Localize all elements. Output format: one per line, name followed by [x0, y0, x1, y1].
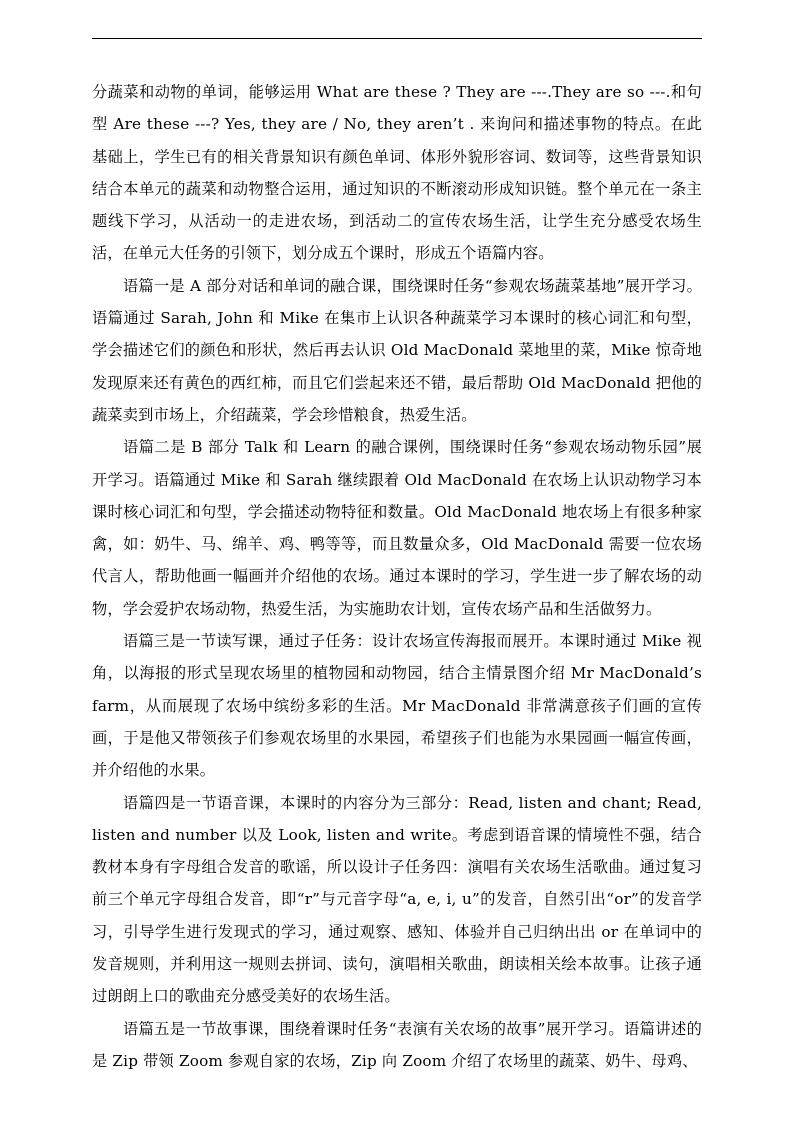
document-body [92, 76, 702, 1077]
paragraph-text-three: 语篇三是一节读写课，通过子任务：设计农场宣传海报而展开。本课时通过 Mike 视角，以海报的形式呈现农场里的植物园和动物园，结合主情景图介绍 Mr MacDonald’s farm，从而展现了农场中缤纷多彩的生活。Mr MacDonald 非常满意孩子们画的宣传画，于是他又带领孩子们参观农场里的水果园，希望孩子们也能为水果园画一幅宣传画，并介绍他的水果。 [92, 632, 702, 780]
paragraph-text-five: 语篇五是一节故事课，围绕着课时任务“表演有关农场的故事”展开学习。语篇讲述的是 Zip 带领 Zoom 参观自家的农场，Zip 向 Zoom 介绍了农场里的蔬菜、奶牛、母鸡、 [92, 1019, 702, 1070]
paragraph-text-four: 语篇四是一节语音课，本课时的内容分为三部分：Read, listen and chant; Read, listen and number 以及 Look, listen and write。考虑到语音课的情境性不强，结合教材本身有字母组合发音的歌谣，所以设计子任务四：演唱有关农场生活歌曲。通过复习前三个单元字母组合发音，即“r”与元音字母“a, e, i, u”的发音，自然引出“or”的发音学习，引导学生进行发现式的学习，通过观察、感知、体验并自己归纳出出 or 在单词中的发音规则，并利用这一规则去拼词、读句，演唱相关歌曲，朗读相关绘本故事。让孩子通过朗朗上口的歌曲充分感受美好的农场生活。 [92, 793, 702, 1006]
header-rule [92, 38, 702, 39]
paragraph-continuation: 分蔬菜和动物的单词，能够运用 What are these ? They are ---.They are so ---.和句型 Are these ---? Yes, they are / No, they aren’t . 来询问和描述事物的特点。在此基础上，学生已有的相关背景知识有颜色单词、体形外貌形容词、数词等，这些背景知识结合本单元的蔬菜和动物整合运用，通过知识的不断滚动形成知识链。整个单元在一条主题线下学习，从活动一的走进农场，到活动二的宣传农场生活，让学生充分感受农场生活，在单元大任务的引领下，划分成五个课时，形成五个语篇内容。 [92, 83, 702, 263]
paragraph-text-one: 语篇一是 A 部分对话和单词的融合课，围绕课时任务“参观农场蔬菜基地”展开学习。语篇通过 Sarah, John 和 Mike 在集市上认识各种蔬菜学习本课时的核心词汇和句型，学会描述它们的颜色和形状，然后再去认识 Old MacDonald 菜地里的菜，Mike 惊奇地发现原来还有黄色的西红柿，而且它们尝起来还不错，最后帮助 Old MacDonald 把他的蔬菜卖到市场上，介绍蔬菜，学会珍惜粮食，热爱生活。 [92, 276, 702, 424]
paragraph-text-two: 语篇二是 B 部分 Talk 和 Learn 的融合课例，围绕课时任务“参观农场动物乐园”展开学习。语篇通过 Mike 和 Sarah 继续跟着 Old MacDonald 在农场上认识动物学习本课时核心词汇和句型，学会描述动物特征和数量。Old MacDonald 地农场上有很多种家禽，如：奶牛、马、绵羊、鸡、鸭等等，而且数量众多，Old MacDonald 需要一位农场代言人，帮助他画一幅画并介绍他的农场。通过本课时的学习，学生进一步了解农场的动物，学会爱护农场动物，热爱生活，为实施助农计划，宣传农场产品和生活做努力。 [92, 438, 702, 618]
